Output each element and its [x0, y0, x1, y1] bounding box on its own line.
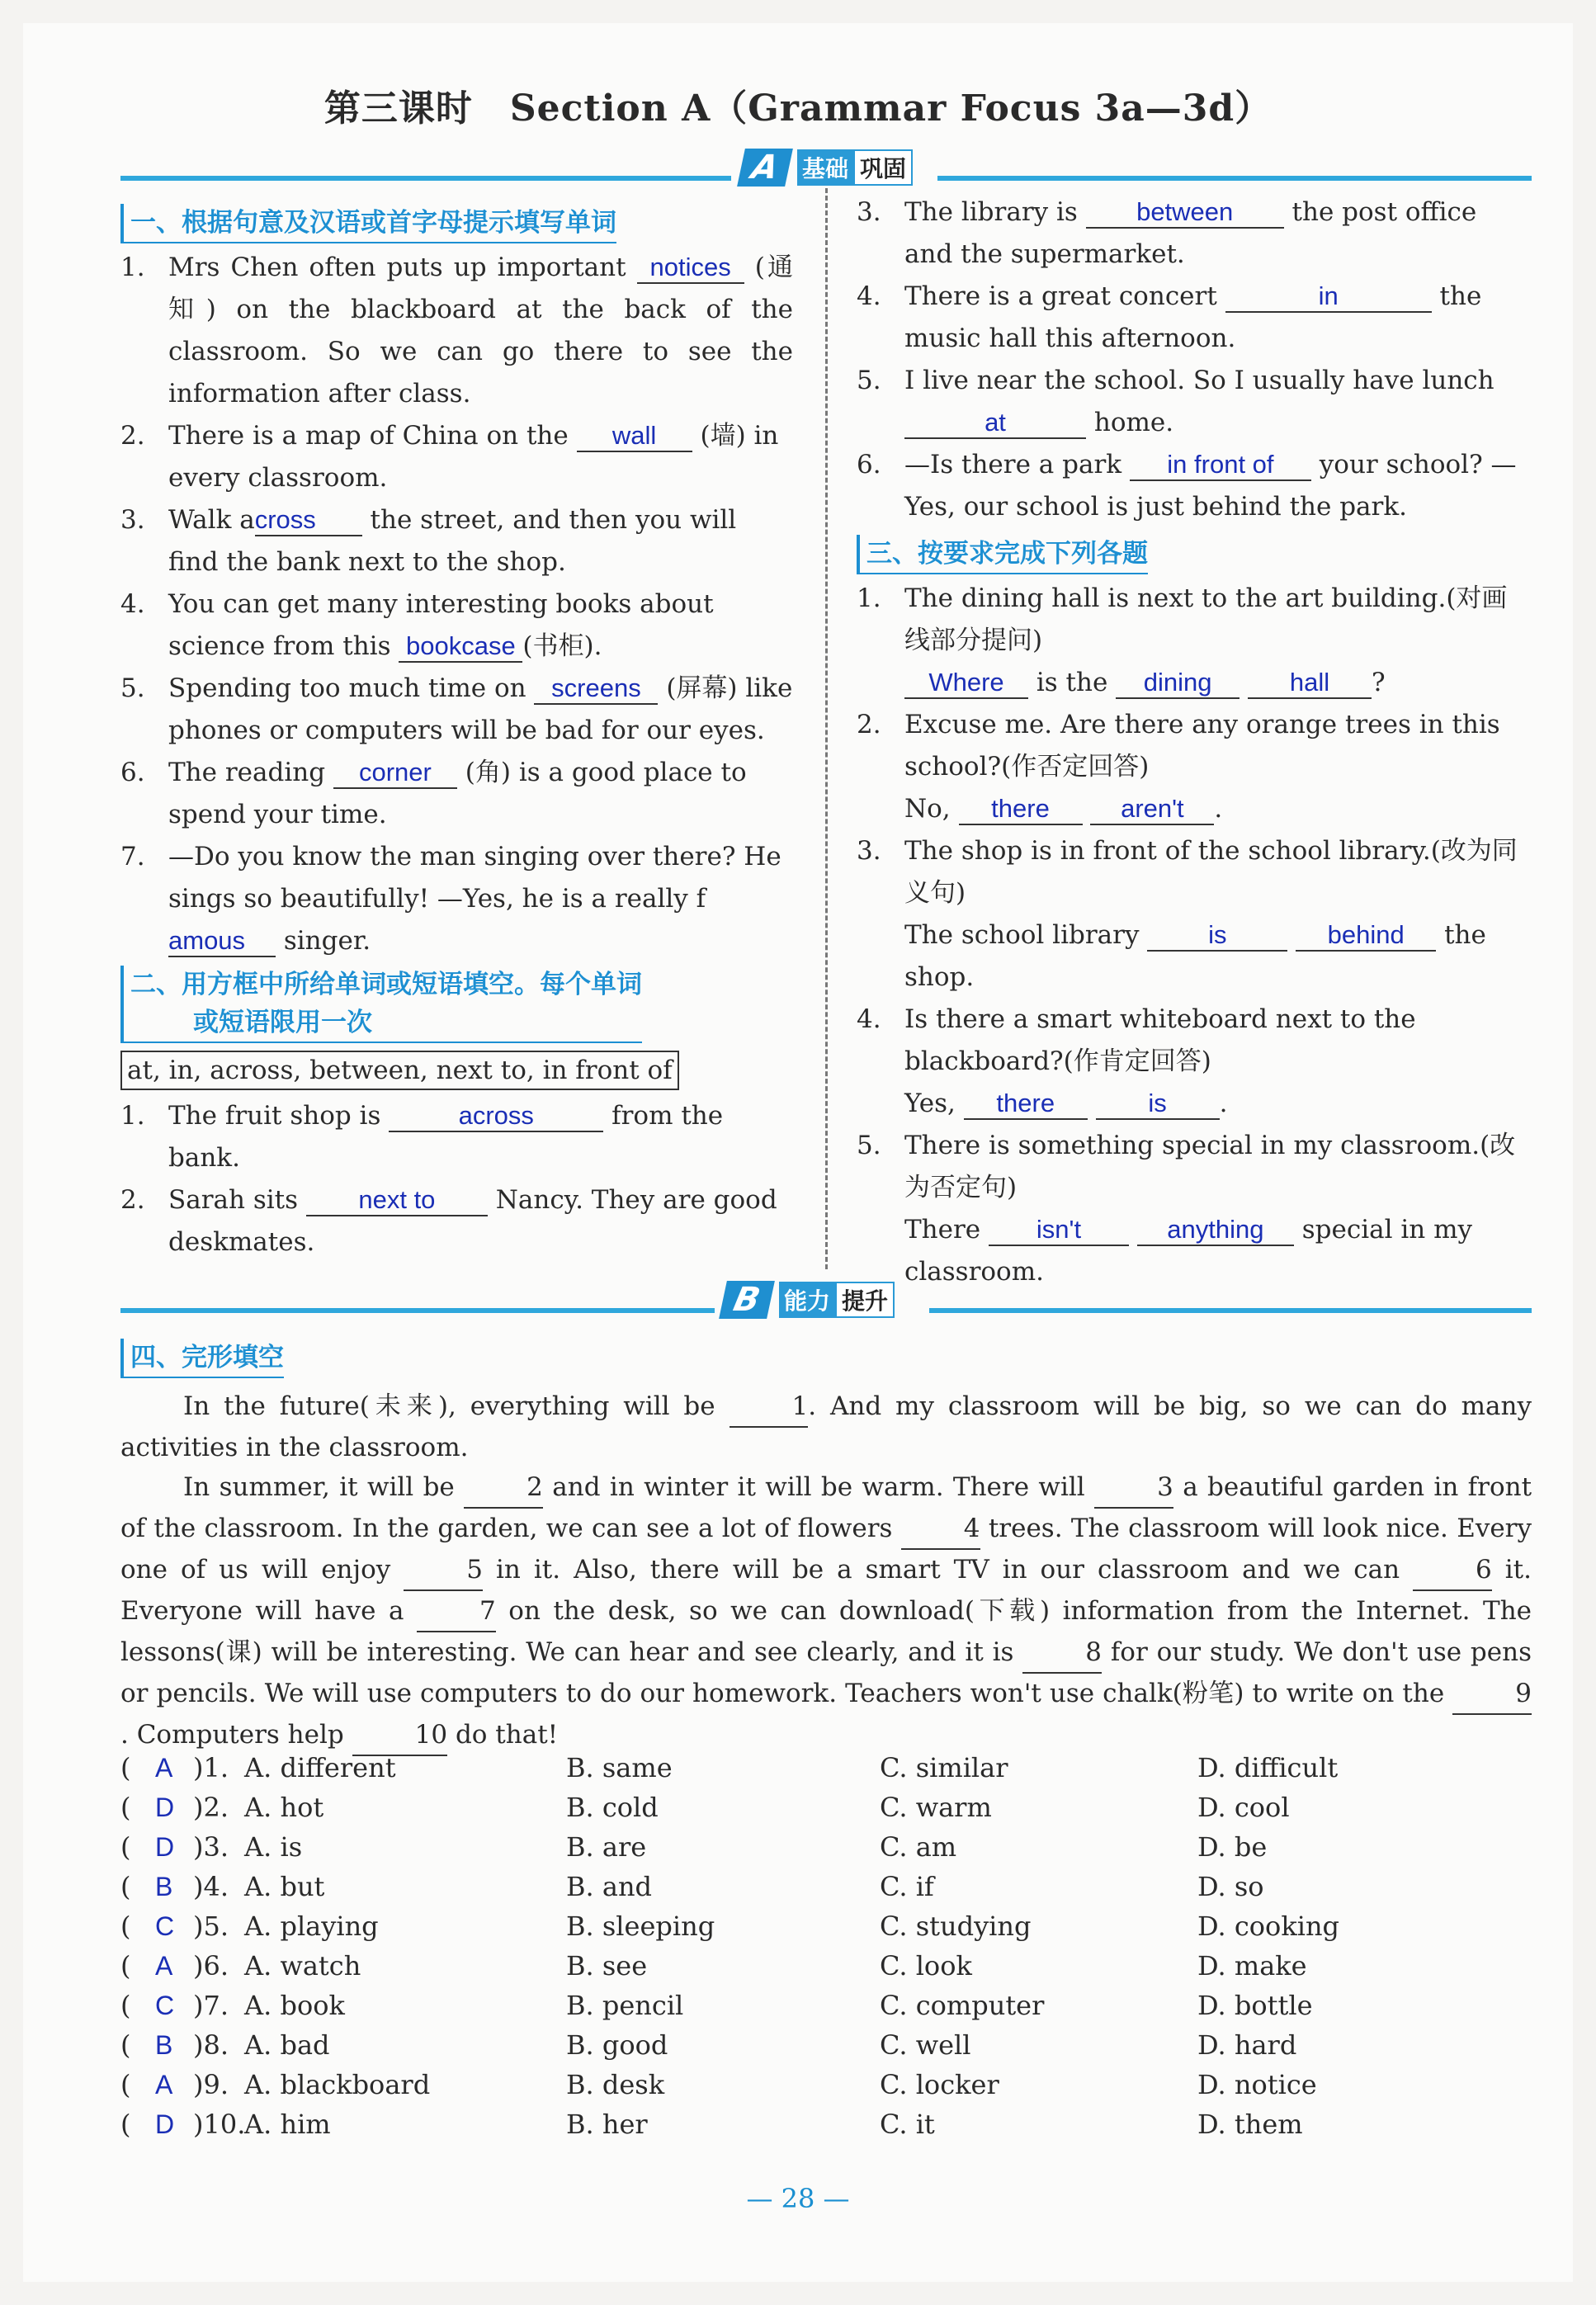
part1-item: 5. Spending too much time on screens (屏幕) like phones or computers will be bad for our eyes. [120, 673, 793, 745]
section-a-label-1: 基础 [797, 149, 853, 186]
section-a-label-2: 巩固 [853, 149, 913, 186]
part2-item: 6. —Is there a park in front of your school? —Yes, our school is just behind the park. [857, 450, 1517, 522]
part3-item: 3. The shop is in front of the school library.(改为同义句) The school library is behind the shop. [857, 836, 1518, 992]
page-title: 第三课时 Section A（Grammar Focus 3a—3d） [323, 87, 1273, 130]
answer-blank: in front of [1130, 450, 1311, 481]
answer-blank: is [1147, 920, 1287, 952]
cloze-blank: 1 [730, 1386, 809, 1428]
answer-blank: Where [904, 668, 1028, 699]
option-row: ( C )7. A. book B. pencil C. computer D. bottle [120, 1990, 1313, 2021]
part1-item: 7. —Do you know the man singing over there? He sings so beautifully! —Yes, he is a really famous singer. [120, 842, 781, 956]
answer-blank: corner [333, 758, 457, 789]
part3-item: 5. There is something special in my classroom.(改为否定句) There isn't anything special in my classroom. [857, 1131, 1516, 1287]
cloze-blank: 6 [1413, 1550, 1492, 1591]
option-row: ( A )1. A. different B. same C. similar D. difficult [120, 1752, 1339, 1783]
answer-blank: screens [534, 673, 658, 705]
answer-blank: cross [255, 505, 362, 536]
answer-blank: wall [577, 421, 692, 452]
cloze-paragraph-2: In summer, it will be 2 and in winter it will be warm. There will 3 a beautiful garden in front of the classroom. In the garden, we can see a lot of flowers 4 trees. The classroom will look nice. Every one of us will enjoy 5 in it. Also, there will be a smart TV in our classroom and we can 6 it. Everyone will have a 7 on the desk, so we can download(下载) information from the Internet. The lessons(课) will be interesting. We can hear and see clearly, and it is 8 for our study. We don't use pens or pencils. We will use computers to do our homework. Teachers won't use chalk(粉笔) to write on the 9. Computers help 10 do that! [120, 1467, 1532, 1756]
page-number: — 28 — [746, 2183, 850, 2214]
answer-blank: bookcase [399, 631, 522, 663]
option-row: ( B )4. A. but B. and C. if D. so [120, 1871, 1264, 1902]
part2-item: 4. There is a great concert in the music hall this afternoon. [857, 281, 1482, 353]
option-row: ( A )9. A. blackboard B. desk C. locker D. notice [120, 2069, 1317, 2100]
cloze-options [120, 1748, 1532, 2144]
answer-blank: behind [1296, 920, 1436, 952]
cloze-paragraph-1: In the future(未来), everything will be 1. And my classroom will be big, so we can do many activities in the classroom. [120, 1386, 1532, 1467]
cloze-blank: 7 [417, 1591, 496, 1632]
answer-blank: notices [637, 253, 744, 284]
option-row: ( B )8. A. bad B. good C. well D. hard [120, 2029, 1297, 2061]
cloze-blank: 8 [1022, 1632, 1102, 1674]
option-row: ( D )10. A. him B. her C. it D. them [120, 2109, 1303, 2140]
part1-item: 3. Walk across the street, and then you will find the bank next to the shop. [120, 505, 737, 577]
section-b-label-2: 提升 [835, 1282, 895, 1318]
answer-blank: in [1225, 281, 1432, 313]
cloze-blank: 10 [352, 1715, 447, 1756]
part1-item: 6. The reading corner (角) is a good place to spend your time. [120, 758, 747, 829]
option-row: ( D )2. A. hot B. cold C. warm D. cool [120, 1792, 1290, 1823]
section-a-banner [120, 149, 1532, 187]
part3-item: 2. Excuse me. Are there any orange trees in this school?(作否定回答) No, there aren't . [857, 710, 1500, 824]
cloze-blank: 9 [1452, 1674, 1532, 1715]
section-b-banner [120, 1281, 1532, 1319]
part3-heading: 三、按要求完成下列各题 [857, 535, 1148, 574]
answer-blank: between [1086, 197, 1284, 229]
answer-blank: anything [1137, 1215, 1294, 1246]
part2-item: 2. Sarah sits next to Nancy. They are good deskmates. [120, 1185, 777, 1257]
section-b-label-1: 能力 [779, 1282, 835, 1318]
word-box: at, in, across, between, next to, in front of [120, 1051, 679, 1090]
cloze-passage [120, 1386, 1532, 1756]
right-column [857, 191, 1530, 1293]
answer-blank: next to [306, 1185, 488, 1216]
part2-item: 3. The library is between the post office and the supermarket. [857, 197, 1477, 269]
answer-blank: there [964, 1089, 1088, 1120]
part1-item: 4. You can get many interesting books about science from this bookcase (书柜). [120, 589, 714, 661]
cloze-blank: 4 [901, 1509, 980, 1550]
option-row: ( D )3. A. is B. are C. am D. be [120, 1831, 1268, 1863]
answer-blank: dining [1116, 668, 1239, 699]
option-row: ( A )6. A. watch B. see C. look D. make [120, 1950, 1307, 1981]
cloze-blank: 2 [464, 1467, 543, 1509]
answer-blank: isn't [989, 1215, 1129, 1246]
cloze-blank: 3 [1094, 1467, 1173, 1509]
part4-heading: 四、完形填空 [120, 1339, 284, 1378]
part2-item: 5. I live near the school. So I usually have lunch at home. [857, 366, 1494, 437]
part3-item: 4. Is there a smart whiteboard next to the blackboard?(作肯定回答) Yes, there is . [857, 1004, 1416, 1118]
section-b-letter: B [719, 1281, 775, 1319]
part1-heading: 一、根据句意及汉语或首字母提示填写单词 [120, 204, 616, 243]
option-row: ( C )5. A. playing B. sleeping C. studying D. cooking [120, 1911, 1340, 1942]
section-a-letter: A [737, 149, 793, 187]
part3-item: 1. The dining hall is next to the art building.(对画线部分提问) Where is the dining hall ? [857, 583, 1508, 697]
answer-blank: across [389, 1101, 603, 1132]
part1-item: 1. Mrs Chen often puts up important notices (通知) on the blackboard at the back of the classroom. So we can go there to see the information after class. [120, 253, 794, 409]
answer-blank: amous [168, 926, 276, 957]
answer-blank: at [904, 408, 1086, 439]
answer-blank: aren't [1090, 794, 1214, 825]
answer-blank: hall [1248, 668, 1372, 699]
column-divider [825, 188, 828, 1269]
part2-heading: 二、用方框中所给单词或短语填空。每个单词 或短语限用一次 [120, 966, 642, 1043]
left-column [120, 202, 793, 1263]
answer-blank: is [1096, 1089, 1220, 1120]
cloze-blank: 5 [404, 1550, 483, 1591]
answer-blank: there [959, 794, 1083, 825]
part2-item: 1. The fruit shop is across from the bank. [120, 1101, 724, 1173]
part1-item: 2. There is a map of China on the wall (墙) in every classroom. [120, 421, 779, 493]
